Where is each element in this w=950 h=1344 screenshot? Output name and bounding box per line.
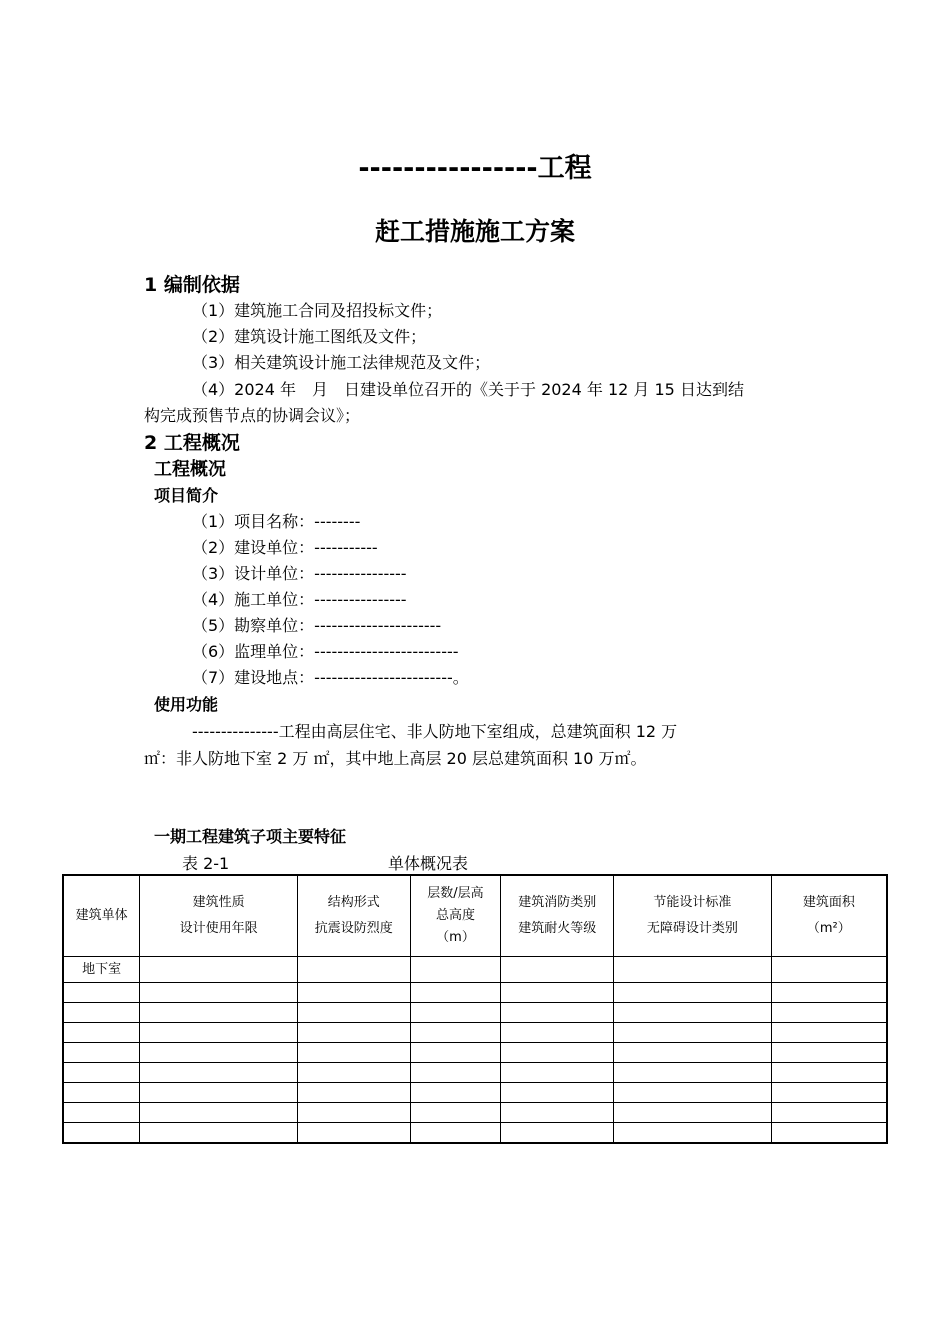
table-cell (297, 1083, 410, 1103)
header-text: 层数/层高 (427, 886, 484, 901)
table-cell (501, 983, 614, 1003)
table-cell (771, 1023, 887, 1043)
table-cell (410, 1023, 501, 1043)
table-cell (140, 1023, 298, 1043)
table-cell (63, 1103, 140, 1123)
header-text: 建筑消防类别 (518, 895, 597, 910)
table-cell (140, 1063, 298, 1083)
usage-heading: 使用功能 (154, 695, 219, 714)
table-cell (614, 1023, 772, 1043)
table-cell (63, 1123, 140, 1144)
table-cell (410, 1103, 501, 1123)
table-cell (614, 1063, 772, 1083)
table-cell (140, 1043, 298, 1063)
table-title: 单体概况表 (388, 854, 469, 873)
table-cell (140, 1083, 298, 1103)
table-cell (614, 1123, 772, 1144)
project-item-surveyor: （5）勘察单位：---------------------- (192, 616, 442, 635)
table-cell (410, 983, 501, 1003)
table-cell (614, 1083, 772, 1103)
table-cell (410, 957, 501, 983)
header-text: 节能设计标准 (653, 895, 732, 910)
header-text: 建筑面积 (802, 895, 855, 910)
header-cell (140, 875, 298, 957)
project-item-designer: （3）设计单位：---------------- (192, 564, 407, 583)
table-row (63, 1083, 887, 1103)
table-cell (614, 1043, 772, 1063)
project-item-supervisor: （6）监理单位：------------------------- (192, 642, 459, 661)
table-cell (771, 1083, 887, 1103)
table-cell (501, 1123, 614, 1144)
header-cell (501, 875, 614, 957)
header-text: （m²） (806, 921, 851, 936)
table-cell (614, 957, 772, 983)
table-cell: 地下室 (63, 957, 140, 983)
table-cell (614, 1003, 772, 1023)
table-cell (614, 983, 772, 1003)
project-item-contractor: （4）施工单位：---------------- (192, 590, 407, 609)
project-item-name: （1）项目名称：-------- (192, 512, 361, 531)
table-header-row (63, 875, 887, 957)
table-cell (140, 957, 298, 983)
table-cell (140, 1123, 298, 1144)
header-cell (63, 875, 140, 957)
table-cell (297, 1003, 410, 1023)
building-overview-table (62, 874, 888, 1144)
header-cell (771, 875, 887, 957)
basis-item-4: （4）2024 年 月 日建设单位召开的《关于于 2024 年 12 月 15 日达到结 (192, 380, 744, 399)
header-text: 设计使用年限 (179, 921, 258, 936)
table-cell (501, 1083, 614, 1103)
table-cell (410, 1123, 501, 1144)
table-row (63, 983, 887, 1003)
overview-subheading: 工程概况 (154, 459, 226, 480)
project-item-owner: （2）建设单位：----------- (192, 538, 378, 557)
table-cell (410, 1043, 501, 1063)
table-cell (140, 1003, 298, 1023)
usage-line-2: ㎡：非人防地下室 2 万 ㎡，其中地上高层 20 层总建筑面积 10 万㎡。 (144, 749, 647, 768)
header-cell (297, 875, 410, 957)
table-cell (410, 1083, 501, 1103)
table-cell (297, 957, 410, 983)
table-cell (501, 1103, 614, 1123)
table-row (63, 957, 887, 983)
basis-item-1: （1）建筑施工合同及招投标文件； (192, 301, 443, 320)
table-cell (501, 957, 614, 983)
table-cell (297, 1123, 410, 1144)
project-item-location: （7）建设地点：------------------------。 (192, 668, 469, 687)
table-cell (771, 1103, 887, 1123)
table-cell (297, 1103, 410, 1123)
table-cell (501, 1003, 614, 1023)
header-text: 建筑性质 (192, 895, 245, 910)
table-cell (297, 1043, 410, 1063)
table-cell (771, 1043, 887, 1063)
section-1-heading: 1 编制依据 (144, 274, 240, 296)
table-cell (297, 983, 410, 1003)
table-number: 表 2-1 (182, 854, 230, 873)
table-row (63, 1103, 887, 1123)
header-cell (410, 875, 501, 957)
table-row (63, 1023, 887, 1043)
table-cell (297, 1063, 410, 1083)
usage-line-1: ---------------工程由高层住宅、非人防地下室组成，总建筑面积 12 万 (192, 722, 678, 741)
table-cell (501, 1023, 614, 1043)
table-cell (771, 983, 887, 1003)
header-text: 结构形式 (327, 895, 380, 910)
table-row (63, 1043, 887, 1063)
table-cell (297, 1023, 410, 1043)
table-cell (771, 1123, 887, 1144)
header-text: （m） (436, 930, 475, 945)
header-text: 建筑单体 (75, 908, 128, 923)
table-cell (614, 1103, 772, 1123)
table-row (63, 1123, 887, 1144)
header-cell (614, 875, 772, 957)
basis-item-2: （2）建筑设计施工图纸及文件； (192, 327, 427, 346)
section-2-heading: 2 工程概况 (144, 432, 240, 454)
table-cell (771, 1063, 887, 1083)
table-cell (771, 957, 887, 983)
table-cell (63, 1043, 140, 1063)
table-cell (410, 1063, 501, 1083)
project-title: ----------------工程 (358, 153, 592, 184)
table-cell (501, 1043, 614, 1063)
table-cell (140, 1103, 298, 1123)
header-text: 无障碍设计类别 (646, 921, 738, 936)
header-text: 抗震设防烈度 (314, 921, 393, 936)
basis-item-3: （3）相关建筑设计施工法律规范及文件； (192, 353, 491, 372)
table-cell (771, 1003, 887, 1023)
document-title: 赶工措施施工方案 (374, 217, 575, 246)
table-cell (63, 1003, 140, 1023)
header-text: 建筑耐火等级 (518, 921, 597, 936)
basis-item-4-continuation: 构完成预售节点的协调会议》； (144, 406, 361, 425)
header-text: 总高度 (435, 908, 475, 923)
table-cell (140, 983, 298, 1003)
project-intro-heading: 项目简介 (154, 486, 219, 505)
table-row (63, 1003, 887, 1023)
table-cell (63, 1083, 140, 1103)
table-section-heading: 一期工程建筑子项主要特征 (154, 827, 347, 846)
table-cell (63, 1023, 140, 1043)
table-cell (501, 1063, 614, 1083)
table-cell (410, 1003, 501, 1023)
table-cell (63, 983, 140, 1003)
table-cell (63, 1063, 140, 1083)
table-row (63, 1063, 887, 1083)
